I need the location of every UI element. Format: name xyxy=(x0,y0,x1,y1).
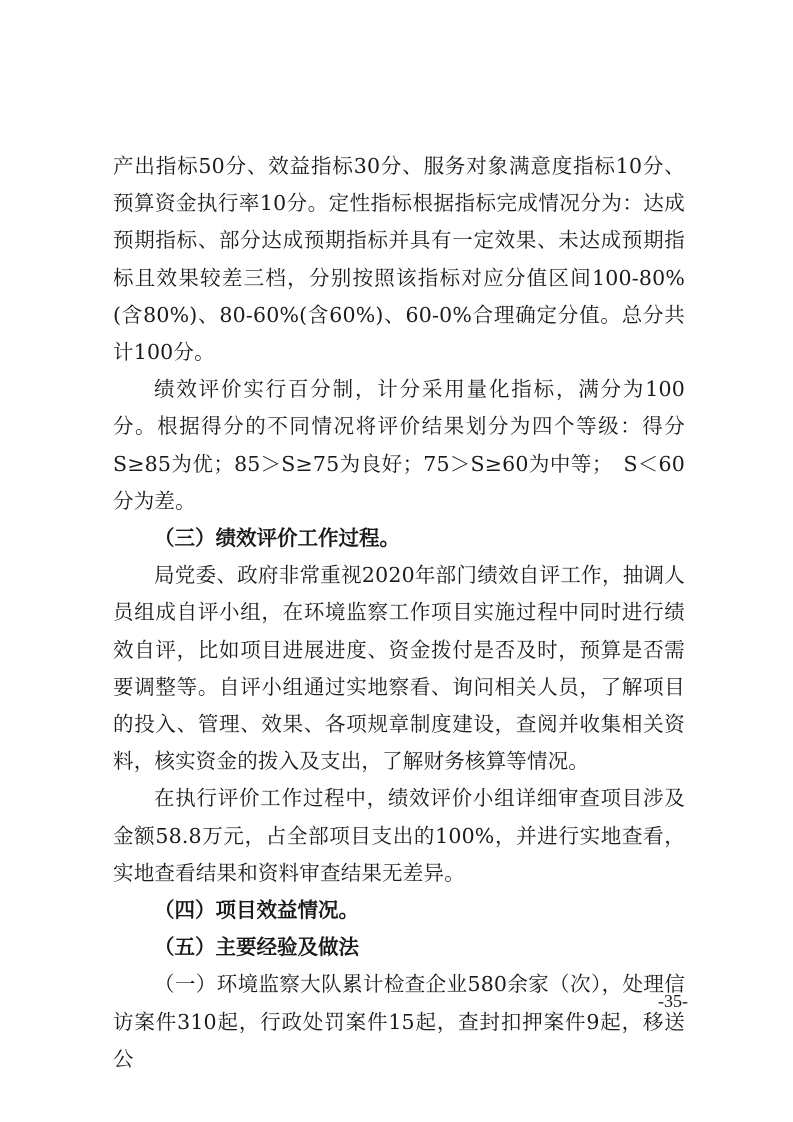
paragraph-review-amount: 在执行评价工作过程中，绩效评价小组详细审查项目涉及金额58.8万元，占全部项目支出的100%，并进行实地查看，实地查看结果和资料审查结果无差异。 xyxy=(113,786,685,885)
paragraph-evaluation-process: 局党委、政府非常重视2020年部门绩效自评工作，抽调人员组成自评小组，在环境监察工作项目实施过程中同时进行绩效自评，比如项目进展进度、资金拨付是否及时，预算是否需要调整等。自评小组通过实地察看、询问相关人员，了解项目的投入、管理、效果、各项规章制度建设，查阅并收集相关资料，核实资金的拨入及支出，了解财务核算等情况。 xyxy=(113,563,685,774)
section-heading-main-experience: （五）主要经验及做法 xyxy=(154,935,359,960)
paragraph-grading-levels: 绩效评价实行百分制，计分采用量化指标，满分为100分。根据得分的不同情况将评价结果划分为四个等级：得分S≥85为优；85＞S≥75为良好；75＞S≥60为中等； S＜60分为差。 xyxy=(113,377,685,513)
body-text xyxy=(113,148,685,1078)
paragraph-scoring-weights: 产出指标50分、效益指标30分、服务对象满意度指标10分、预算资金执行率10分。定性指标根据指标完成情况分为：达成预期指标、部分达成预期指标并具有一定效果、未达成预期指标且效果较差三档，分别按照该指标对应分值区间100-80%(含80%)、80-60%(含60%)、60-0%合理确定分值。总分共计100分。 xyxy=(113,154,685,365)
section-heading-project-benefits: （四）项目效益情况。 xyxy=(154,898,359,923)
page-number: -35- xyxy=(658,991,688,1011)
paragraph-inspection-results: （一）环境监察大队累计检查企业580余家（次），处理信访案件310起，行政处罚案件15起，查封扣押案件9起，移送公 xyxy=(113,972,685,1071)
section-heading-evaluation-process: （三）绩效评价工作过程。 xyxy=(154,526,400,551)
